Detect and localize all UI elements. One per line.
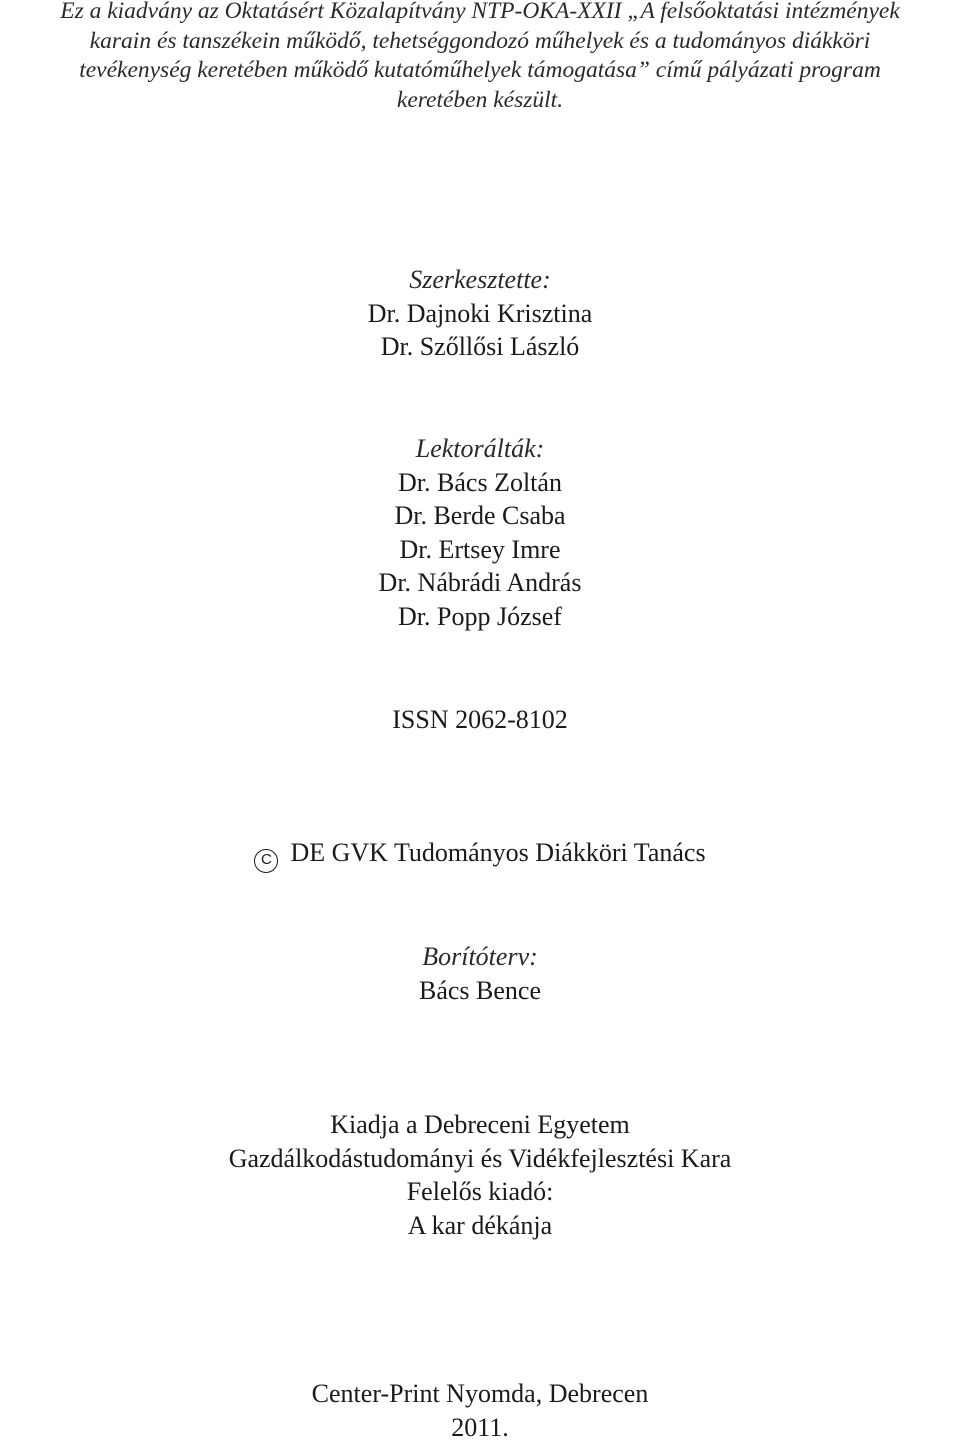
reviewers-label: Lektorálták:: [0, 432, 960, 466]
printer-section: [0, 1377, 960, 1444]
publisher-line: Kiadja a Debreceni Egyetem: [0, 1108, 960, 1142]
cover-designer-name: Bács Bence: [0, 974, 960, 1008]
reviewer-name: Dr. Bács Zoltán: [0, 466, 960, 500]
editors-section: [0, 263, 960, 364]
reviewer-name: Dr. Popp József: [0, 600, 960, 634]
funding-line: karain és tanszékein működő, tehetséggondozó műhelyek és a tudományos diákköri: [0, 27, 960, 57]
issn-section: [0, 703, 960, 737]
printer-name: Center-Print Nyomda, Debrecen: [0, 1377, 960, 1411]
copyright-icon: [254, 849, 278, 873]
editor-name: Dr. Dajnoki Krisztina: [0, 297, 960, 331]
cover-design-section: [0, 940, 960, 1007]
reviewer-name: Dr. Ertsey Imre: [0, 533, 960, 567]
funding-line: keretében készült.: [0, 86, 960, 116]
reviewer-name: Dr. Berde Csaba: [0, 499, 960, 533]
publisher-line: Gazdálkodástudományi és Vidékfejlesztési Kara: [0, 1142, 960, 1176]
publisher-line: A kar dékánja: [0, 1209, 960, 1243]
reviewers-section: [0, 432, 960, 633]
cover-design-label: Borítóterv:: [0, 940, 960, 974]
publisher-section: [0, 1108, 960, 1242]
copyright-holder: DE GVK Tudományos Diákköri Tanács: [290, 838, 705, 867]
funding-statement: [0, 0, 960, 115]
publication-year: 2011.: [0, 1411, 960, 1444]
copyright-notice: [0, 836, 960, 873]
editors-label: Szerkesztette:: [0, 263, 960, 297]
funding-line: tevékenység keretében működő kutatóműhelyek támogatása” című pályázati program: [0, 56, 960, 86]
publisher-line: Felelős kiadó:: [0, 1175, 960, 1209]
editor-name: Dr. Szőllősi László: [0, 330, 960, 364]
reviewer-name: Dr. Nábrádi András: [0, 566, 960, 600]
funding-line: Ez a kiadvány az Oktatásért Közalapítvány NTP-OKA-XXII „A felsőoktatási intézmények: [0, 0, 960, 27]
issn-number: ISSN 2062-8102: [0, 703, 960, 737]
